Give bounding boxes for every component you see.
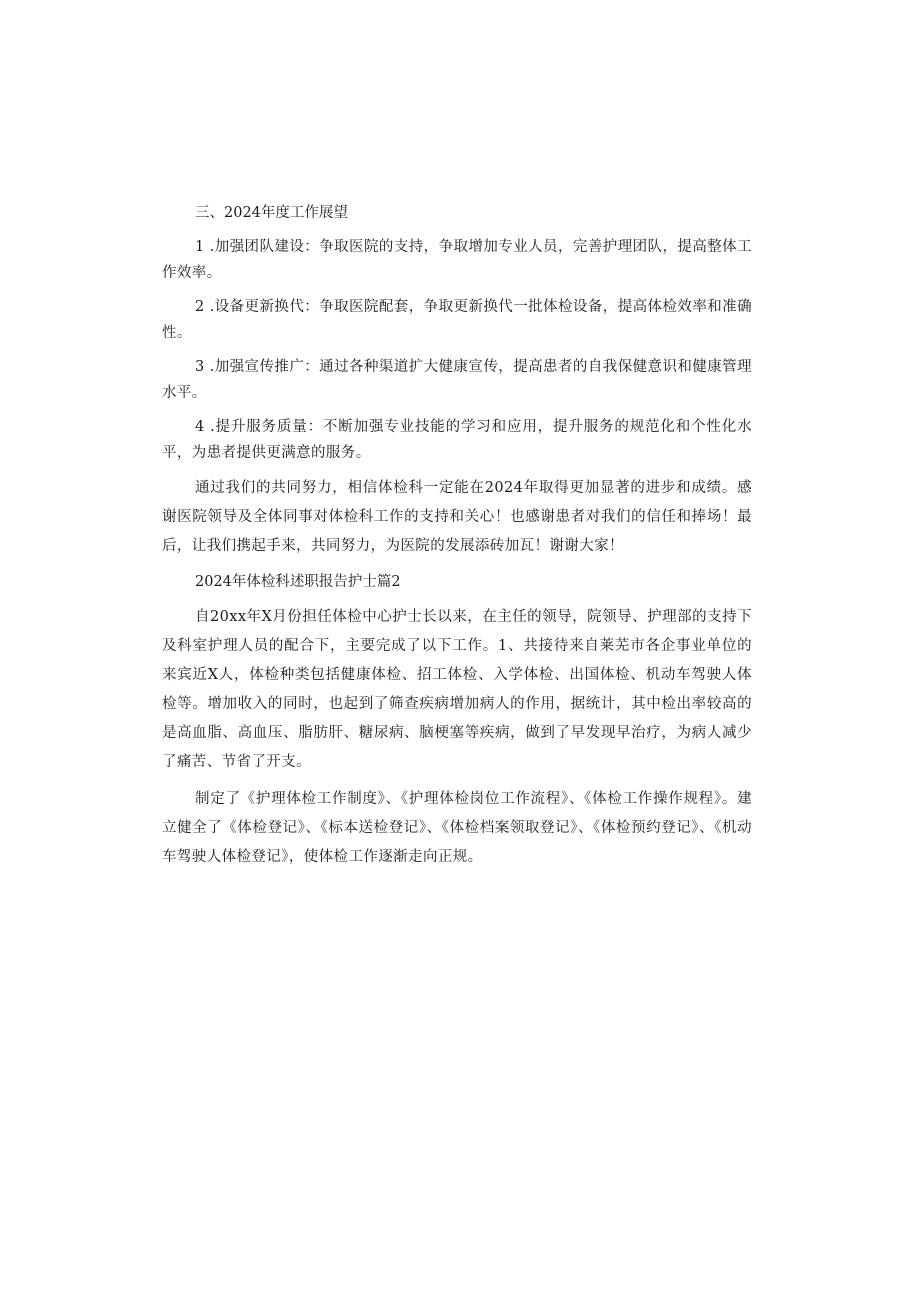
outlook-item-4: 4 .提升服务质量：不断加强专业技能的学习和应用，提升服务的规范化和个性化水平，为患者提供更满意的服务。 (162, 419, 752, 461)
section-heading: 三、2024年度工作展望 (195, 205, 348, 221)
report-subtitle: 2024年体检科述职报告护士篇2 (195, 574, 401, 590)
body-paragraph-1: 自20xx年X月份担任体检中心护士长以来，在主任的领导，院领导、护理部的支持下及科室护理人员的配合下，主要完成了以下工作。1、共接待来自莱芜市各企事业单位的来宾近X人，体检种类包括健康体检、招工体检、入学体检、出国体检、机动车驾驶人体检等。增加收入的同时，也起到了筛查疾病增加病人的作用，据统计，其中检出率较高的是高血脂、高血压、脂肪肝、糖尿病、脑梗塞等疾病，做到了早发现早治疗，为病人减少了痛苦、节省了开支。 (162, 609, 752, 770)
closing-paragraph: 通过我们的共同努力，相信体检科一定能在2024年取得更加显著的进步和成绩。感谢医院领导及全体同事对体检科工作的支持和关心！也感谢患者对我们的信任和捧场！最后，让我们携起手来，共同努力，为医院的发展添砖加瓦！谢谢大家！ (162, 480, 752, 554)
outlook-item-1: 1 .加强团队建设：争取医院的支持，争取增加专业人员，完善护理团队，提高整体工作效率。 (162, 239, 752, 281)
body-paragraph-2: 制定了《护理体检工作制度》、《护理体检岗位工作流程》、《体检工作操作规程》。建立健全了《体检登记》、《标本送检登记》、《体检档案领取登记》、《体检预约登记》、《机动车驾驶人体检登记》，使体检工作逐渐走向正规。 (162, 791, 752, 865)
document-page (162, 200, 752, 880)
outlook-item-2: 2 .设备更新换代：争取医院配套，争取更新换代一批体检设备，提高体检效率和准确性。 (162, 299, 752, 341)
outlook-item-3: 3 .加强宣传推广：通过各种渠道扩大健康宣传，提高患者的自我保健意识和健康管理水平。 (162, 359, 752, 401)
